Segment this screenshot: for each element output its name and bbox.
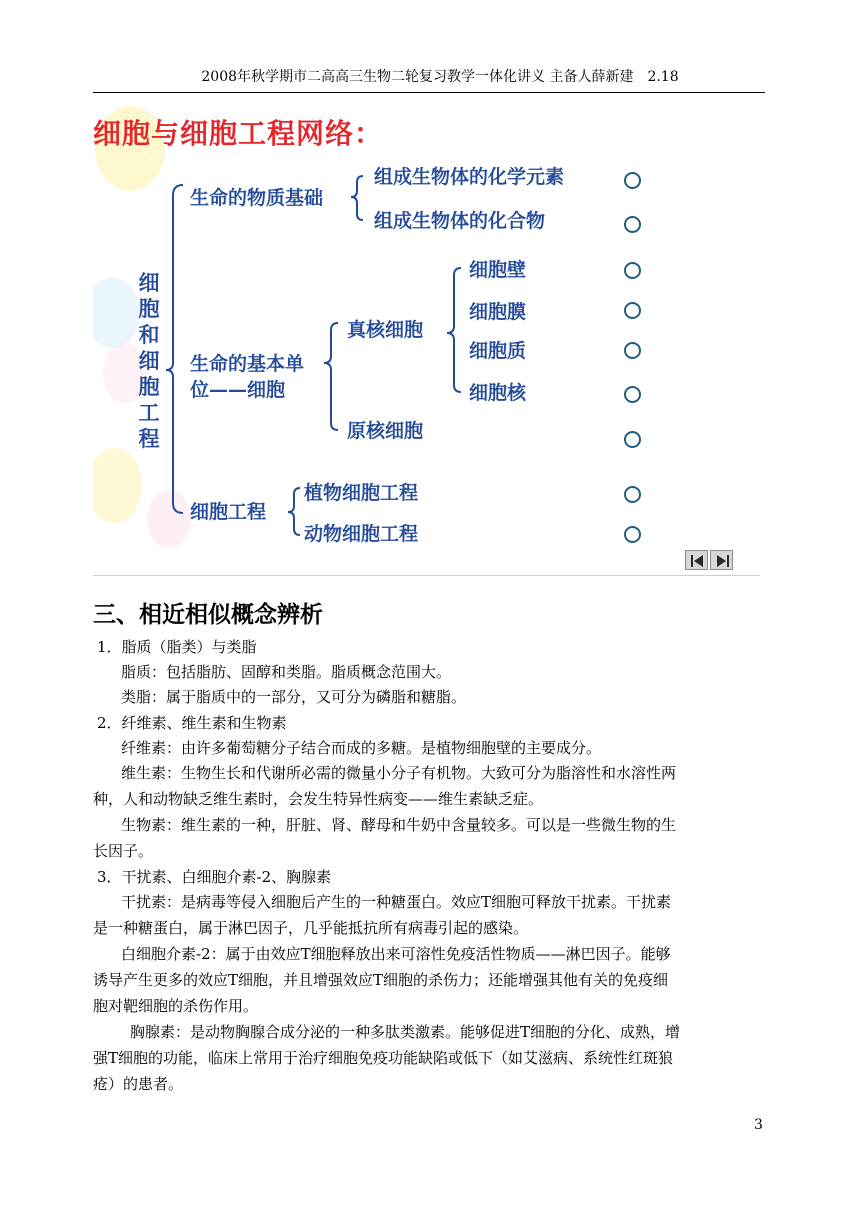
body-paragraph: 白细胞介素-2：属于由效应T细胞释放出来可溶性免疫活性物质——淋巴因子。能够 bbox=[121, 945, 671, 963]
branch-material-basis: 生命的物质基础 bbox=[190, 187, 324, 209]
header-rule bbox=[93, 92, 765, 93]
branch-basic-unit-line2: 位——细胞 bbox=[190, 379, 286, 401]
blank-circle-marker bbox=[624, 342, 641, 359]
leaf-animal-engineering: 动物细胞工程 bbox=[304, 523, 419, 545]
engineering-brace bbox=[288, 488, 300, 535]
previous-slide-button[interactable] bbox=[685, 550, 708, 570]
unit-brace bbox=[324, 323, 338, 430]
body-paragraph: 脂质：包括脂肪、固醇和类脂。脂质概念范围大。 bbox=[121, 663, 452, 681]
running-header: 2008年秋学期市二高高三生物二轮复习教学一体化讲义 主备人薛新建 2.18 bbox=[201, 69, 679, 85]
section-heading: 三、相近相似概念辨析 bbox=[93, 601, 323, 628]
branch-engineering: 细胞工程 bbox=[190, 501, 267, 523]
body-paragraph: 诱导产生更多的效应T细胞，并且增强效应T细胞的杀伤力；还能增强其他有关的免疫细 bbox=[93, 971, 669, 989]
next-slide-button[interactable] bbox=[710, 550, 733, 570]
leaf-compounds: 组成生物体的化合物 bbox=[374, 210, 546, 232]
item-heading: 1．脂质（脂类）与类脂 bbox=[97, 638, 257, 656]
body-paragraph: 干扰素：是病毒等侵入细胞后产生的一种糖蛋白。效应T细胞可释放干扰素。干扰素 bbox=[121, 893, 672, 911]
body-paragraph: 纤维素：由许多葡萄糖分子结合而成的多糖。是植物细胞壁的主要成分。 bbox=[121, 739, 602, 757]
blank-circle-marker bbox=[624, 431, 641, 448]
body-paragraph: 胞对靶细胞的杀伤作用。 bbox=[93, 997, 259, 1015]
body-paragraph: 种，人和动物缺乏维生素时，会发生特异性病变——维生素缺乏症。 bbox=[93, 790, 544, 808]
concept-map-slide bbox=[93, 98, 760, 576]
body-paragraph: 是一种糖蛋白，属于淋巴因子，几乎能抵抗所有病毒引起的感染。 bbox=[93, 919, 529, 937]
blank-circle-marker bbox=[624, 486, 641, 503]
page-number: 3 bbox=[754, 1117, 763, 1133]
leaf-plant-engineering: 植物细胞工程 bbox=[304, 482, 419, 504]
blank-circle-marker bbox=[624, 386, 641, 403]
leaf-chemical-elements: 组成生物体的化学元素 bbox=[374, 166, 565, 188]
eukaryote-brace bbox=[447, 268, 461, 392]
leaf-nucleus: 细胞核 bbox=[469, 382, 527, 404]
blank-circle-marker bbox=[624, 302, 641, 319]
branch-basic-unit-line1: 生命的基本单 bbox=[190, 353, 305, 375]
body-paragraph: 维生素：生物生长和代谢所必需的微量小分子有机物。大致可分为脂溶性和水溶性两 bbox=[121, 764, 677, 782]
item-heading: 3．干扰素、白细胞介素-2、胸腺素 bbox=[97, 868, 332, 886]
body-paragraph: 长因子。 bbox=[93, 842, 154, 860]
skip-previous-icon bbox=[686, 551, 709, 571]
branch-prokaryote: 原核细胞 bbox=[347, 420, 424, 442]
blank-circle-marker bbox=[624, 172, 641, 189]
blank-circle-marker bbox=[624, 262, 641, 279]
body-paragraph: 疮）的患者。 bbox=[93, 1075, 184, 1093]
body-paragraph: 胸腺素：是动物胸腺合成分泌的一种多肽类激素。能够促进T细胞的分化、成熟，增 bbox=[130, 1023, 681, 1041]
material-brace bbox=[351, 176, 363, 220]
blank-circle-marker bbox=[624, 526, 641, 543]
body-paragraph: 类脂：属于脂质中的一部分，又可分为磷脂和糖脂。 bbox=[121, 688, 467, 706]
skip-next-icon bbox=[711, 551, 734, 571]
leaf-cell-membrane: 细胞膜 bbox=[469, 301, 527, 323]
root-brace bbox=[166, 185, 183, 513]
tree-root-label: 细 胞 和 细 胞 工 程 bbox=[138, 270, 160, 451]
leaf-cytoplasm: 细胞质 bbox=[469, 340, 527, 362]
slide-title: 细胞与细胞工程网络： bbox=[93, 117, 384, 150]
body-paragraph: 生物素：维生素的一种，肝脏、肾、酵母和牛奶中含量较多。可以是一些微生物的生 bbox=[121, 816, 677, 834]
body-paragraph: 强T细胞的功能，临床上常用于治疗细胞免疫功能缺陷或低下（如艾滋病、系统性红斑狼 bbox=[93, 1049, 674, 1067]
branch-eukaryote: 真核细胞 bbox=[347, 319, 424, 341]
blank-circle-marker bbox=[624, 216, 641, 233]
item-heading: 2．纤维素、维生素和生物素 bbox=[97, 714, 287, 732]
leaf-cell-wall: 细胞壁 bbox=[469, 259, 527, 281]
